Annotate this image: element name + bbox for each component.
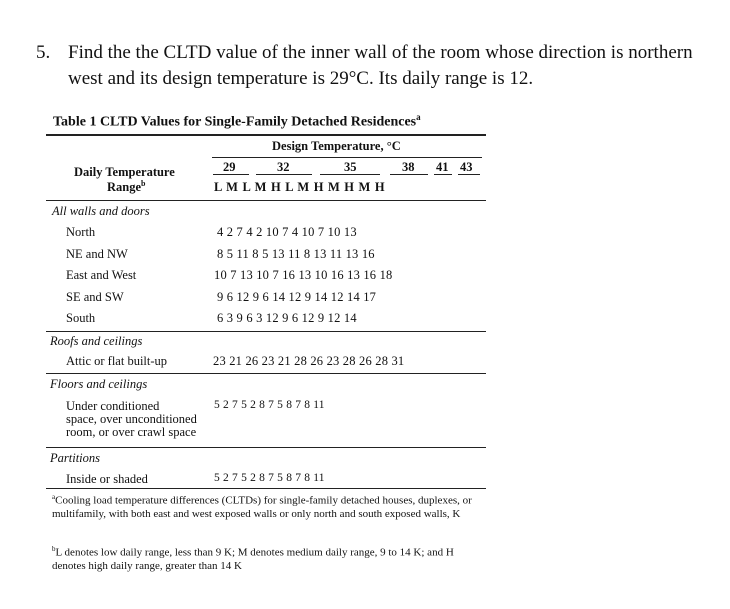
temp-38: 38 (402, 160, 415, 174)
row-label-under-2: space, over unconditioned (66, 412, 197, 426)
row-values-inside: 5 2 7 5 2 8 7 5 8 7 8 11 (214, 472, 325, 484)
temp-32: 32 (277, 160, 290, 174)
row-label-ne-nw: NE and NW (66, 247, 128, 261)
section-floors: Floors and ceilings (50, 377, 148, 391)
row-values-south: 6 3 9 6 3 12 9 6 12 9 12 14 (217, 311, 357, 325)
section-walls: All walls and doors (52, 204, 150, 218)
temp-29: 29 (223, 160, 236, 174)
question-text (68, 40, 728, 92)
daily-temp-header-line1: Daily Temperature (74, 165, 175, 179)
temp-41: 41 (436, 160, 449, 174)
question-line-1: Find the the CLTD value of the inner wall of the room whose direction is northern (68, 42, 693, 63)
temp-35: 35 (344, 160, 357, 174)
design-temp-underline (212, 157, 482, 158)
section-roofs: Roofs and ceilings (50, 334, 143, 348)
row-label-se-sw: SE and SW (66, 290, 124, 304)
row-values-north: 4 2 7 4 2 10 7 4 10 7 10 13 (217, 225, 357, 239)
design-temp-header: Design Temperature, °C (272, 139, 401, 153)
row-label-north: North (66, 225, 96, 239)
question-number: 5. (36, 42, 51, 63)
range-letters: L M L M H L M H M H M H (214, 180, 385, 194)
section-partitions: Partitions (50, 451, 101, 465)
footnote-b: $^b$L denotes low daily range, less than 9 K; M denotes medium daily range, 9 to 14 K; and H denotes high daily range, greater than 14 K (52, 545, 454, 572)
floors-bottom-rule (46, 447, 486, 448)
header-bottom-rule (46, 200, 486, 201)
row-values-ne-nw: 8 5 11 8 5 13 11 8 13 11 13 16 (217, 247, 375, 261)
daily-temp-header-line2: Range$^b$ (107, 179, 146, 195)
roofs-bottom-rule (46, 373, 486, 374)
row-label-under-3: room, or over crawl space (66, 425, 197, 439)
table-title: Table 1 CLTD Values for Single-Family Detached Residences$^a$ (53, 112, 421, 130)
partitions-bottom-rule (46, 488, 486, 489)
walls-bottom-rule (46, 331, 486, 332)
table-top-rule (46, 134, 486, 136)
row-values-se-sw: 9 6 12 9 6 14 12 9 14 12 14 17 (217, 290, 377, 304)
row-values-attic: 23 21 26 23 21 28 26 23 28 26 28 31 (213, 354, 405, 368)
temp-43: 43 (460, 160, 473, 174)
row-label-inside: Inside or shaded (66, 472, 148, 486)
row-label-attic: Attic or flat built-up (66, 354, 168, 368)
row-values-under: 5 2 7 5 2 8 7 5 8 7 8 11 (214, 399, 325, 411)
row-label-south: South (66, 311, 96, 325)
row-label-under-1: Under conditioned (66, 399, 160, 413)
row-label-east-west: East and West (66, 268, 137, 282)
question-line-2: west and its design temperature is 29°C. Its daily range is 12. (68, 68, 534, 89)
title-footnote-mark: a (416, 112, 421, 122)
footnote-a: $^a$Cooling load temperature differences (CLTDs) for single-family detached houses, duplexes, or multifamily, with both east and west exposed walls or only north and south exposed walls, K (52, 493, 472, 520)
row-values-east-west: 10 7 13 10 7 16 13 10 16 13 16 18 (214, 268, 393, 282)
